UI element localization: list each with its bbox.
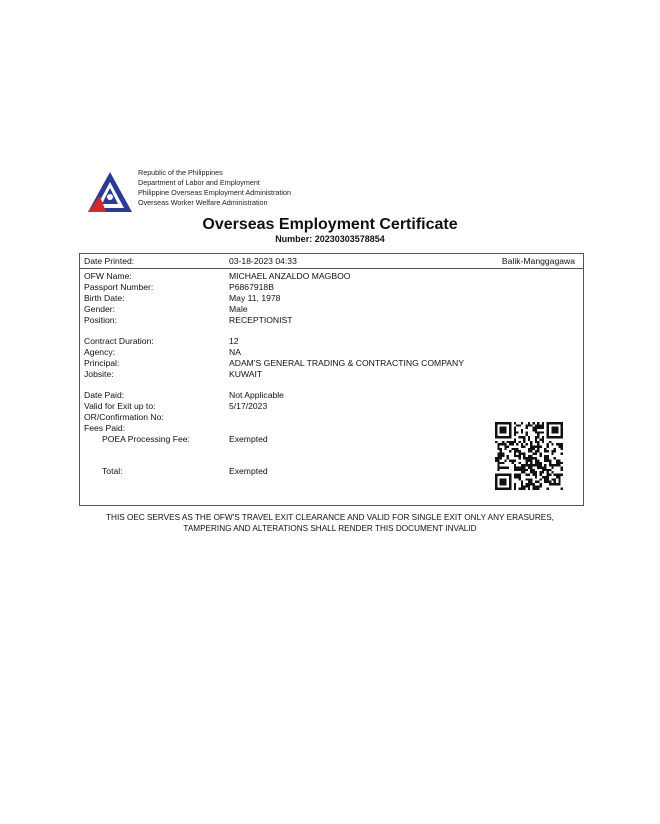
date-paid-label: Date Paid:	[84, 390, 125, 400]
passport-value: P6867918B	[229, 282, 274, 292]
agency-line: Overseas Worker Welfare Administration	[138, 198, 268, 207]
valid-exit-value: 5/17/2023	[229, 401, 268, 411]
dole-logo-icon	[86, 170, 134, 214]
jobsite-value: KUWAIT	[229, 369, 263, 379]
birth-date-label: Birth Date:	[84, 293, 125, 303]
date-printed-value: 03-18-2023 04:33	[229, 256, 297, 266]
agency-line: Department of Labor and Employment	[138, 178, 260, 187]
footer-notice	[0, 512, 660, 534]
certificate-title: Overseas Employment Certificate	[202, 216, 458, 233]
total-value: Exempted	[229, 466, 268, 476]
poea-fee-label: POEA Processing Fee:	[102, 434, 190, 444]
certificate-box	[79, 253, 584, 506]
position-value: RECEPTIONIST	[229, 315, 293, 325]
contract-duration-value: 12	[229, 336, 239, 346]
ofw-name-value: MICHAEL ANZALDO MAGBOO	[229, 271, 351, 281]
certificate-number	[0, 234, 660, 244]
number-value: 20230303578854	[314, 234, 385, 244]
footer-line: TAMPERING AND ALTERATIONS SHALL RENDER THIS DOCUMENT INVALID	[183, 524, 477, 533]
valid-exit-label: Valid for Exit up to:	[84, 401, 156, 411]
date-printed-row	[80, 254, 583, 269]
birth-date-value: May 11, 1978	[229, 293, 281, 303]
agency-lines	[138, 168, 291, 208]
date-paid-value: Not Applicable	[229, 390, 284, 400]
total-label: Total:	[102, 466, 123, 476]
principal-value: ADAM'S GENERAL TRADING & CONTRACTING COMPANY	[229, 358, 464, 368]
agency-line: Philippine Overseas Employment Administration	[138, 188, 292, 197]
gender-value: Male	[229, 304, 248, 314]
number-label: Number:	[275, 234, 313, 244]
poea-fee-value: Exempted	[229, 434, 268, 444]
fees-paid-label: Fees Paid:	[84, 423, 126, 433]
date-printed-label: Date Printed:	[84, 256, 135, 266]
agency-line: Republic of the Philippines	[138, 168, 223, 177]
position-label: Position:	[84, 315, 117, 325]
agency-value: NA	[229, 347, 241, 357]
passport-label: Passport Number:	[84, 282, 154, 292]
ofw-name-label: OFW Name:	[84, 271, 132, 281]
jobsite-label: Jobsite:	[84, 369, 114, 379]
category-value: Balik-Manggagawa	[501, 256, 575, 266]
qr-code-icon	[494, 422, 564, 490]
agency-label: Agency:	[84, 347, 116, 357]
footer-line: THIS OEC SERVES AS THE OFW'S TRAVEL EXIT CLEARANCE AND VALID FOR SINGLE EXIT ONLY ANY ERASURES,	[106, 513, 554, 522]
gender-label: Gender:	[84, 304, 116, 314]
contract-duration-label: Contract Duration:	[84, 336, 154, 346]
or-confirmation-label: OR/Confirmation No:	[84, 412, 164, 422]
principal-label: Principal:	[84, 358, 120, 368]
